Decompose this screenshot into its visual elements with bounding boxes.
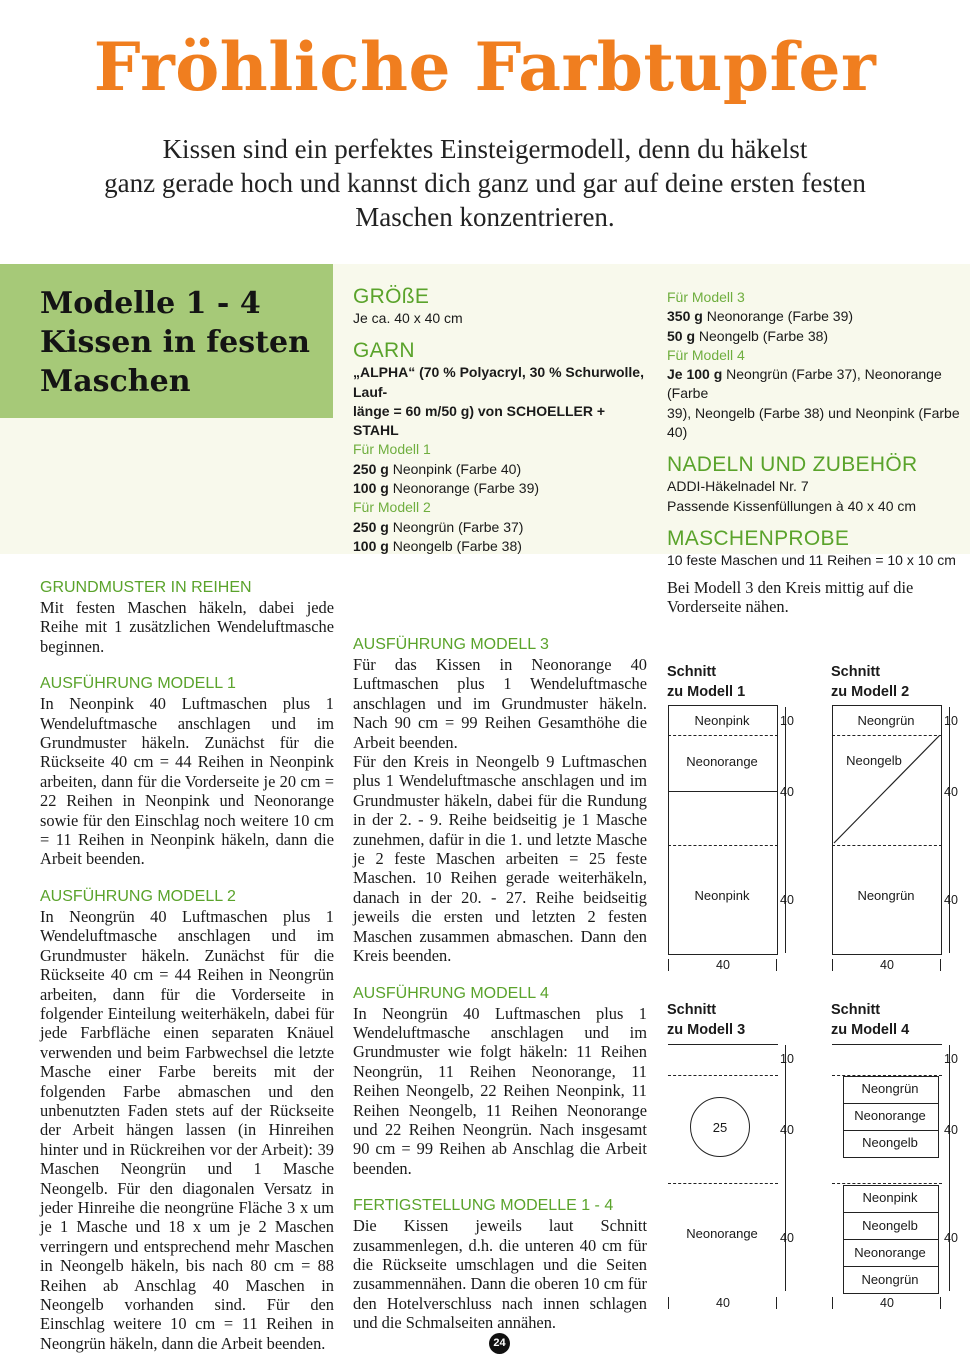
stripe-label: Neongrün: [861, 1081, 919, 1096]
modell3-label: Für Modell 3: [667, 289, 745, 305]
stripe-label: Neonorange: [854, 1245, 926, 1260]
intro-line: ganz gerade hoch und kannst dich ganz und gar auf deine ersten festen: [104, 168, 866, 198]
intro-text: [70, 132, 900, 234]
nadeln-line: ADDI-Häkelnadel Nr. 7: [667, 478, 809, 495]
nadeln-heading: NADELN UND ZUBEHÖR: [667, 453, 918, 477]
model-title: [40, 284, 310, 401]
schnitt-color: Neongrün: [857, 888, 915, 903]
yarn-line: Je 100 g Neongrün (Farbe 37), Neonorange (Farbe: [667, 366, 942, 402]
circle-label: 25: [712, 1120, 728, 1135]
model-title-box: [0, 264, 333, 418]
yarn-line: 100 g Neongelb (Farbe 38): [353, 537, 522, 554]
schnitt-color: Neonorange: [686, 1226, 758, 1241]
stripe-label: Neongrün: [861, 1272, 919, 1287]
schnitt-label: Schnitt zu Modell 1: [667, 664, 746, 700]
schnitt-color: Neongelb: [846, 753, 902, 768]
section-text: Für das Kissen in Neonorange 40 Luftmaschen plus 1 Wendeluftmasche anschlagen und im Grundmuster häkeln. Nach 90 cm = 99 Reihen Gesamthöhe die Arbeit beenden.: [353, 655, 647, 752]
garn-heading: GARN: [353, 339, 415, 363]
section-text: In Neonpink 40 Luftmaschen plus 1 Wendeluftmasche anschlagen und im Grundmuster häkeln. Zunächst für die Rückseite 40 cm = 44 Reihen in Neonpink arbeiten, dann für die Vorderseite je 20 cm = 22 Reihen in Neonpink und Neonorange sowie für den Einschlag noch weitere 10 cm = 11 Reihen in Neonpink häkeln, dann die Arbeit beenden.: [40, 694, 334, 869]
text-column-3: [667, 578, 961, 617]
section-text: In Neongrün 40 Luftmaschen plus 1 Wendeluftmasche anschlagen und im Grundmuster wie folgt häkeln: 11 Reihen Neongrün, 11 Reihen Neonorange, 11 Reihen Neongelb, 22 Reihen Neonpink, 11 Reihen Neongelb, 11 Reihen Neonorange und 22 Reihen Neongrün. Nach insgesamt 90 cm = 99 Reihen ab Anschlag die Arbeit beenden.: [353, 1003, 647, 1178]
yarn-line: 350 g Neonorange (Farbe 39): [667, 308, 854, 325]
intro-line: Maschen konzentrieren.: [355, 202, 615, 232]
section-heading: GRUNDMUSTER IN REIHEN: [40, 579, 252, 596]
model-title-line: Kissen in festen: [40, 325, 310, 360]
diagonal-line: [832, 735, 942, 845]
yarn-line: 39), Neongelb (Farbe 38) und Neonpink (Farbe 40): [667, 404, 960, 441]
yarn-line: 250 g Neonpink (Farbe 40): [353, 460, 522, 477]
text-column-2: [353, 635, 647, 1333]
yarn-line: 250 g Neongrün (Farbe 37): [353, 518, 524, 535]
modell4-label: Für Modell 4: [667, 346, 745, 363]
nadeln-line: Passende Kissenfüllungen à 40 x 40 cm: [667, 497, 917, 514]
schnitt-label: Schnitt zu Modell 4: [831, 1002, 910, 1038]
page-title: Fröhliche Farbtupfer: [93, 28, 877, 106]
schnitt-label: Schnitt zu Modell 3: [667, 1002, 746, 1038]
modell2-label: Für Modell 2: [353, 499, 431, 516]
yarn-line: 50 g Neongelb (Farbe 38): [667, 327, 829, 344]
info-column-middle: [353, 284, 653, 556]
section-text: Bei Modell 3 den Kreis mittig auf die Vorderseite nähen.: [667, 578, 914, 617]
stripe-label: Neongelb: [862, 1218, 918, 1233]
text-column-1: [40, 578, 334, 1353]
maschenprobe-text: 10 feste Maschen und 11 Reihen = 10 x 10 cm: [667, 551, 956, 568]
section-heading: AUSFÜHRUNG MODELL 2: [40, 887, 236, 905]
schnitt-color: Neonorange: [686, 754, 758, 769]
page-number: 24: [489, 1333, 510, 1354]
modell1-label: Für Modell 1: [353, 441, 431, 458]
schnitt-color: Neonpink: [694, 713, 750, 728]
schnitt-label: Schnitt zu Modell 2: [831, 664, 910, 700]
schnitt-color: Neonpink: [694, 888, 750, 903]
yarn-line: 100 g Neonorange (Farbe 39): [353, 480, 540, 497]
intro-line: Kissen sind ein perfektes Einsteigermodell, denn du häkelst: [162, 134, 808, 164]
groesse-heading: GRÖßE: [353, 285, 430, 308]
maschenprobe-heading: MASCHENPROBE: [667, 526, 850, 550]
section-heading: AUSFÜHRUNG MODELL 3: [353, 636, 549, 653]
schnitt-color: Neongrün: [857, 713, 915, 728]
groesse-text: Je ca. 40 x 40 cm: [353, 310, 463, 326]
section-text: In Neongrün 40 Luftmaschen plus 1 Wendeluftmasche anschlagen und im Grundmuster häkeln. Zunächst für die Rückseite 40 cm = 44 Reihen in Neongrün arbeiten, dann für die Vorderseite in folgender Einteilung weiterhäkeln, dabei für jede Farbfläche einen separaten Knäuel verwenden und beim Farbwechsel die letzte Masche einer Farbe bereits mit der folgenden Farbe abmaschen und den unbenutzten Faden stets auf der Rückseite der Arbeit hängen lassen (in Hinreihen hinter und in Rückreihen vor der Arbeit): 39 Maschen Neongrün und 1 Masche Neongelb. Für den diagonalen Versatz in jeder Hinreihe die neongrüne Fläche 3 x um je 1 Masche und 18 x um je 2 Maschen verringern und entsprechend mehr Maschen in Neongelb häkeln, bis nach 80 cm = 88 Reihen ab Anschlag 40 Maschen in Neongelb vorhanden sind. Für den Einschlag weitere 10 cm = 11 Reihen in Neongrün häkeln, dann die Arbeit beenden.: [40, 906, 334, 1353]
garn-line: länge = 60 m/50 g) von SCHOELLER + STAHL: [353, 402, 606, 439]
schnitt-box: [668, 705, 778, 955]
model-title-line: Modelle 1 - 4: [40, 286, 261, 321]
section-heading: AUSFÜHRUNG MODELL 4: [353, 984, 549, 1002]
section-text: Die Kissen jeweils laut Schnitt zusammenlegen, d.h. die unteren 40 cm für die Rückseite umschlagen und die Seiten zusammennähen. Dann die oberen 10 cm für den Hotelverschluss nach innen schlagen und die Schmalseiten annähen.: [353, 1216, 647, 1333]
section-text: Mit festen Maschen häkeln, dabei jede Reihe mit 1 zusätzlichen Wendeluftmasche beginnen.: [40, 598, 334, 656]
info-column-right: [667, 288, 967, 570]
section-text: Für den Kreis in Neongelb 9 Luftmaschen plus 1 Wendeluftmasche anschlagen und im Grundmuster häkeln, dabei für die Rundung in der 2. - 9. Reihe beidseitig je 1 Masche zunehmen, dafür in die 1. und letzte Masche je 2 feste Maschen arbeiten = 25 feste Maschen. 10 Reihen gerade weiterhäkeln, danach in der 20. - 27. Reihe beidseitig jeweils die ersten und letzten 2 festen Maschen zusammen abmaschen. Dann den Kreis beenden.: [353, 752, 647, 966]
model-title-line: Maschen: [40, 364, 191, 399]
section-heading: FERTIGSTELLUNG MODELLE 1 - 4: [353, 1197, 614, 1215]
stripe-label: Neonpink: [862, 1190, 918, 1205]
garn-line: „ALPHA“ (70 % Polyacryl, 30 % Schurwolle, Lauf-: [353, 364, 644, 400]
section-heading: AUSFÜHRUNG MODELL 1: [40, 675, 236, 693]
stripe-label: Neongelb: [862, 1135, 918, 1150]
stripe-label: Neonorange: [854, 1108, 926, 1123]
